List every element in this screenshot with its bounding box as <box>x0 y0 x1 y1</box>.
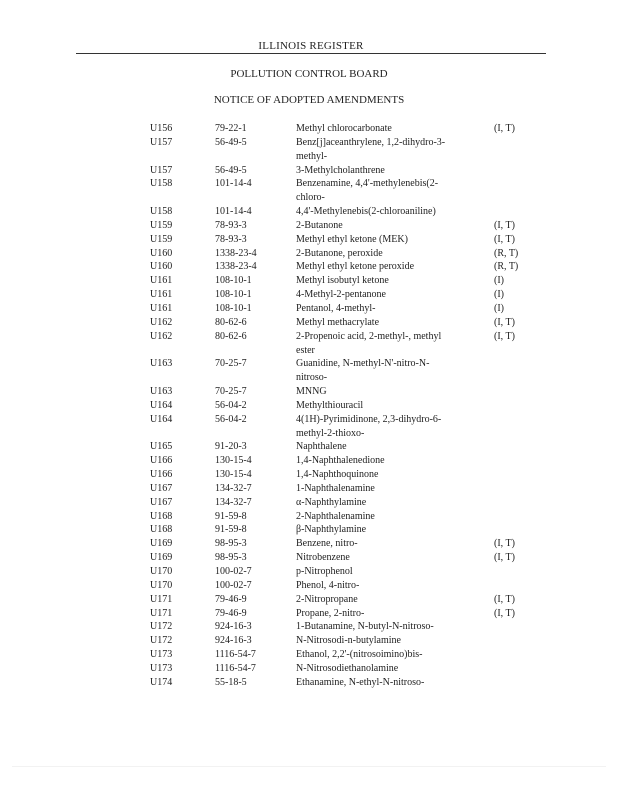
cas-number: 78-93-3 <box>215 219 247 231</box>
table-row <box>0 122 618 136</box>
substance-name: Naphthalene <box>296 441 347 453</box>
waste-code: U166 <box>150 455 173 467</box>
waste-code: U173 <box>150 649 173 661</box>
waste-code: U164 <box>150 399 173 411</box>
table-row <box>0 551 618 565</box>
hazard-code: (I) <box>494 302 504 314</box>
substance-name: Methyl isobutyl ketone <box>296 275 389 287</box>
table-row <box>0 482 618 496</box>
substance-name: α-Naphthylamine <box>296 496 367 508</box>
hazard-code: (I, T) <box>494 330 515 342</box>
waste-code: U169 <box>150 538 173 550</box>
table-row <box>0 247 618 261</box>
hazard-code: (I, T) <box>494 123 515 134</box>
substance-name: 2-Butanone <box>296 219 343 231</box>
cas-number: 78-93-3 <box>215 233 247 245</box>
table-row <box>0 385 618 399</box>
waste-code-table <box>0 122 618 690</box>
waste-code: U164 <box>150 413 173 425</box>
table-row <box>0 620 618 634</box>
cas-number: 70-25-7 <box>215 358 247 370</box>
substance-name: 2-Naphthalenamine <box>296 510 375 522</box>
substance-name: Guanidine, N-methyl-N'-nitro-N- <box>296 358 430 370</box>
cas-number: 101-14-4 <box>215 206 252 218</box>
substance-name: 3-Methylcholanthrene <box>296 164 385 176</box>
waste-code: U159 <box>150 233 173 245</box>
cas-number: 130-15-4 <box>215 455 252 467</box>
substance-name: 1-Naphthalenamine <box>296 482 375 494</box>
waste-code: U163 <box>150 358 173 370</box>
waste-code: U160 <box>150 247 173 259</box>
substance-name: 2-Propenoic acid, 2-methyl-, methyl <box>296 330 442 342</box>
table-row <box>0 205 618 219</box>
cas-number: 130-15-4 <box>215 469 252 481</box>
substance-name: Nitrobenzene <box>296 552 350 564</box>
substance-name: p-Nitrophenol <box>296 566 353 577</box>
waste-code: U156 <box>150 123 173 134</box>
cas-number: 98-95-3 <box>215 538 247 550</box>
table-row <box>0 440 618 454</box>
substance-name: 2-Butanone, peroxide <box>296 247 383 259</box>
substance-name: 1-Butanamine, N-butyl-N-nitroso- <box>296 621 434 633</box>
substance-name: 1,4-Naphthoquinone <box>296 469 379 481</box>
hazard-code: (I, T) <box>494 552 515 564</box>
hazard-code: (R, T) <box>494 261 519 273</box>
hazard-code: (I) <box>494 289 504 301</box>
cas-number: 108-10-1 <box>215 289 252 301</box>
waste-code: U174 <box>150 676 173 688</box>
substance-name: 4-Methyl-2-pentanone <box>296 289 386 301</box>
table-row <box>0 233 618 247</box>
waste-code: U167 <box>150 496 173 508</box>
table-row <box>0 316 618 330</box>
cas-number: 80-62-6 <box>215 316 247 328</box>
substance-name: Methyl ethyl ketone peroxide <box>296 261 415 273</box>
header-rule <box>76 53 546 54</box>
substance-name: Methylthiouracil <box>296 399 364 411</box>
substance-name: N-Nitrosodiethanolamine <box>296 662 399 674</box>
cas-number: 924-16-3 <box>215 635 252 647</box>
cas-number: 55-18-5 <box>215 676 247 688</box>
cas-number: 56-49-5 <box>215 164 247 176</box>
substance-name: 2-Nitropropane <box>296 593 358 605</box>
cas-number: 100-02-7 <box>215 566 252 577</box>
table-row <box>0 454 618 468</box>
table-row <box>0 607 618 621</box>
hazard-code: (I) <box>494 275 504 287</box>
waste-code: U165 <box>150 441 173 453</box>
cas-number: 91-59-8 <box>215 524 247 536</box>
table-row <box>0 357 618 371</box>
page-bottom-edge <box>12 766 606 767</box>
waste-code: U157 <box>150 164 173 176</box>
cas-number: 80-62-6 <box>215 330 247 342</box>
cas-number: 100-02-7 <box>215 579 252 591</box>
waste-code: U168 <box>150 524 173 536</box>
substance-name: Phenol, 4-nitro- <box>296 579 360 591</box>
table-row <box>0 565 618 579</box>
table-row <box>0 427 618 441</box>
cas-number: 1116-54-7 <box>215 662 256 674</box>
waste-code: U171 <box>150 593 173 605</box>
waste-code: U159 <box>150 219 173 231</box>
substance-name: Propane, 2-nitro- <box>296 607 365 619</box>
cas-number: 108-10-1 <box>215 302 252 314</box>
hazard-code: (I, T) <box>494 219 515 231</box>
cas-number: 56-04-2 <box>215 413 247 425</box>
table-row <box>0 288 618 302</box>
substance-name: nitroso- <box>296 372 328 384</box>
substance-name: methyl- <box>296 150 328 162</box>
waste-code: U161 <box>150 302 173 314</box>
table-row <box>0 164 618 178</box>
cas-number: 1338-23-4 <box>215 247 257 259</box>
table-row <box>0 523 618 537</box>
cas-number: 91-59-8 <box>215 510 247 522</box>
waste-code: U169 <box>150 552 173 564</box>
table-row <box>0 330 618 344</box>
hazard-code: (I, T) <box>494 593 515 605</box>
table-row <box>0 662 618 676</box>
table-row <box>0 537 618 551</box>
cas-number: 70-25-7 <box>215 386 247 398</box>
cas-number: 101-14-4 <box>215 178 252 190</box>
notice-title: NOTICE OF ADOPTED AMENDMENTS <box>213 94 405 106</box>
waste-code: U162 <box>150 316 173 328</box>
cas-number: 134-32-7 <box>215 482 252 494</box>
table-row <box>0 344 618 358</box>
waste-code: U170 <box>150 579 173 591</box>
table-row <box>0 648 618 662</box>
table-row <box>0 634 618 648</box>
waste-code: U161 <box>150 289 173 301</box>
waste-code: U167 <box>150 482 173 494</box>
hazard-code: (I, T) <box>494 607 515 619</box>
board-title: POLLUTION CONTROL BOARD <box>230 68 388 80</box>
table-row <box>0 468 618 482</box>
hazard-code: (R, T) <box>494 247 519 259</box>
table-row <box>0 371 618 385</box>
waste-code: U166 <box>150 469 173 481</box>
cas-number: 134-32-7 <box>215 496 252 508</box>
table-row <box>0 136 618 150</box>
cas-number: 79-22-1 <box>215 123 247 134</box>
waste-code: U158 <box>150 206 173 218</box>
substance-name: 1,4-Naphthalenedione <box>296 455 385 467</box>
waste-code: U170 <box>150 566 173 577</box>
cas-number: 108-10-1 <box>215 275 252 287</box>
table-row <box>0 399 618 413</box>
waste-code: U172 <box>150 635 173 647</box>
substance-name: Methyl chlorocarbonate <box>296 123 392 134</box>
table-row <box>0 191 618 205</box>
substance-name: Ethanol, 2,2'-(nitrosoimino)bis- <box>296 649 423 661</box>
substance-name: ester <box>296 344 315 356</box>
table-row <box>0 496 618 510</box>
waste-code: U158 <box>150 178 173 190</box>
hazard-code: (I, T) <box>494 316 515 328</box>
waste-code: U160 <box>150 261 173 273</box>
cas-number: 1116-54-7 <box>215 649 256 661</box>
waste-code: U172 <box>150 621 173 633</box>
cas-number: 56-49-5 <box>215 136 247 148</box>
table-row <box>0 274 618 288</box>
waste-code: U163 <box>150 386 173 398</box>
substance-name: Ethanamine, N-ethyl-N-nitroso- <box>296 676 425 688</box>
substance-name: Methyl ethyl ketone (MEK) <box>296 233 408 245</box>
waste-code: U173 <box>150 662 173 674</box>
substance-name: N-Nitrosodi-n-butylamine <box>296 635 401 647</box>
waste-code: U171 <box>150 607 173 619</box>
table-row <box>0 510 618 524</box>
waste-code: U161 <box>150 275 173 287</box>
table-row <box>0 579 618 593</box>
table-row <box>0 150 618 164</box>
substance-name: MNNG <box>296 386 327 398</box>
table-row <box>0 219 618 233</box>
table-row <box>0 593 618 607</box>
substance-name: Pentanol, 4-methyl- <box>296 302 376 314</box>
substance-name: 4(1H)-Pyrimidinone, 2,3-dihydro-6- <box>296 413 442 425</box>
cas-number: 79-46-9 <box>215 607 247 619</box>
table-row <box>0 302 618 316</box>
cas-number: 56-04-2 <box>215 399 247 411</box>
hazard-code: (I, T) <box>494 233 515 245</box>
cas-number: 91-20-3 <box>215 441 247 453</box>
waste-code: U168 <box>150 510 173 522</box>
waste-code: U162 <box>150 330 173 342</box>
substance-name: Benz[j]aceanthrylene, 1,2-dihydro-3- <box>296 136 446 148</box>
cas-number: 98-95-3 <box>215 552 247 564</box>
substance-name: Methyl methacrylate <box>296 316 380 328</box>
waste-code: U157 <box>150 136 173 148</box>
table-row <box>0 676 618 690</box>
substance-name: Benzenamine, 4,4'-methylenebis(2- <box>296 178 439 190</box>
cas-number: 79-46-9 <box>215 593 247 605</box>
cas-number: 924-16-3 <box>215 621 252 633</box>
substance-name: methyl-2-thioxo- <box>296 427 365 439</box>
table-row <box>0 177 618 191</box>
substance-name: Benzene, nitro- <box>296 538 358 550</box>
substance-name: β-Naphthylamine <box>296 524 367 536</box>
register-title: ILLINOIS REGISTER <box>258 40 364 52</box>
table-row <box>0 413 618 427</box>
table-row <box>0 260 618 274</box>
cas-number: 1338-23-4 <box>215 261 257 273</box>
hazard-code: (I, T) <box>494 538 515 550</box>
substance-name: 4,4'-Methylenebis(2-chloroaniline) <box>296 206 436 218</box>
substance-name: chloro- <box>296 192 325 204</box>
